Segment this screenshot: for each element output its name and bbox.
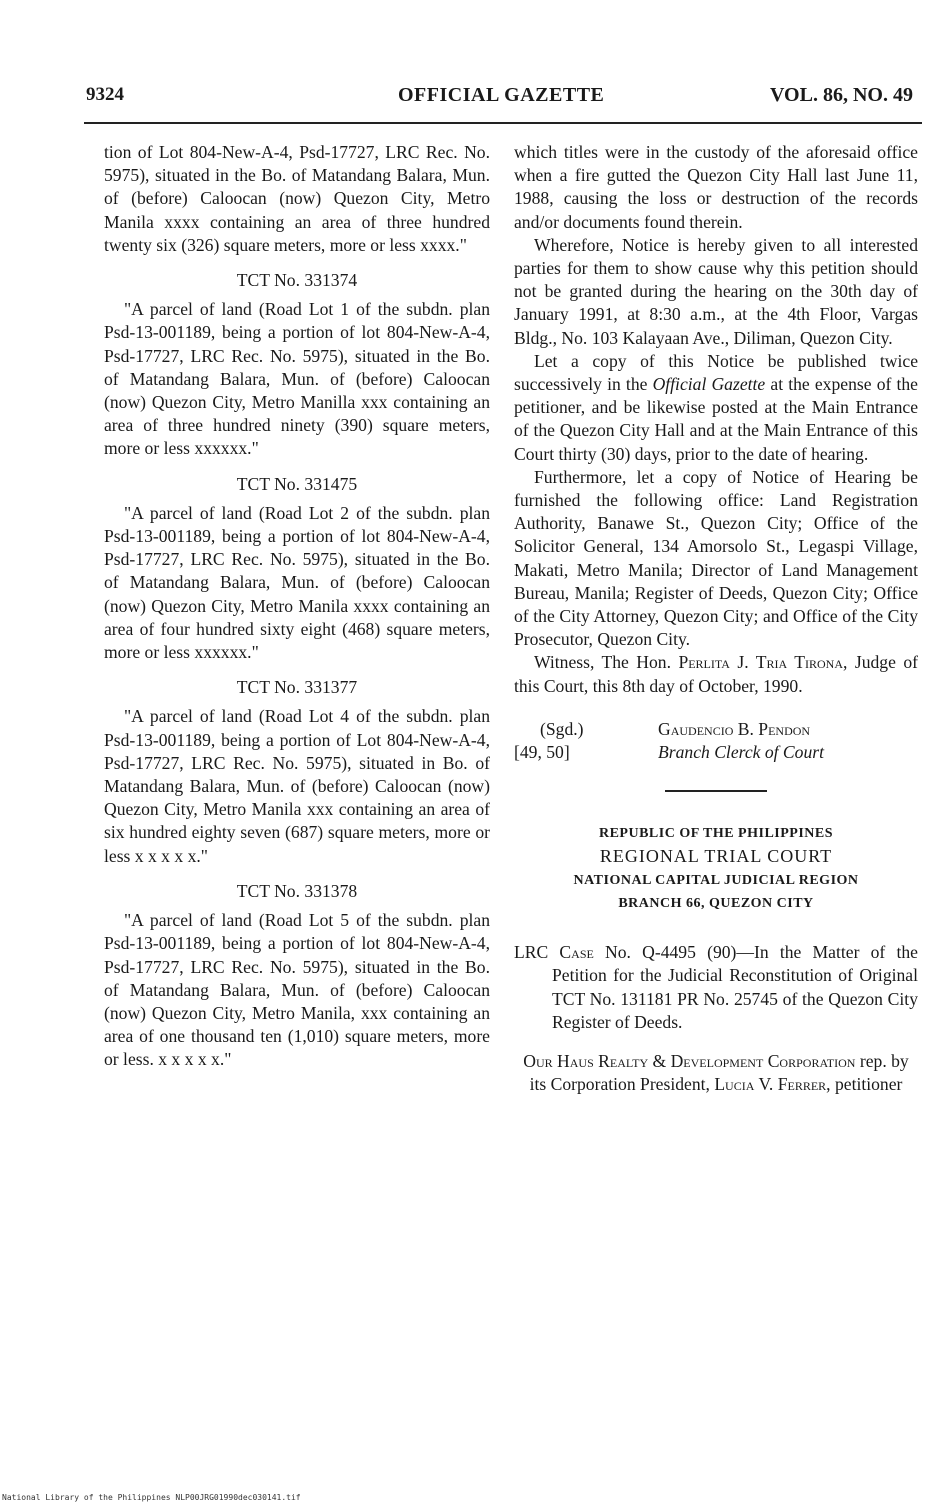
opening-paragraph: tion of Lot 804-New-A-4, Psd-17727, LRC Rec. No. 5975), situated in the Bo. of Matandang Balara, Mun. of (before) Caloocan (now) Quezon City, Metro Manila xxxx containing an area of three hundred twenty six (326) square meters, more or less xxxx." — [104, 142, 490, 255]
issue-reference: [49, 50] — [514, 742, 570, 763]
page-number: 9324 — [86, 84, 124, 105]
petitioner-company: Our Haus Realty & Development Corporation — [523, 1050, 856, 1071]
petitioner-president: Lucia V. Ferrer — [714, 1074, 827, 1095]
parties-paragraph — [514, 1050, 918, 1096]
tct-heading-331374: TCT No. 331374 — [236, 270, 358, 291]
right-column — [514, 141, 918, 1096]
custody-paragraph: which titles were in the custody of the aforesaid office when a fire gutted the Quezon City Hall last June 11, 1988, causing the loss or destruction of the records and/or documents found therein. — [514, 142, 918, 232]
gazette-name: Official Gazette — [652, 374, 766, 395]
tct-text-331378: "A parcel of land (Road Lot 5 of the subdn. plan Psd-13-001189, being a portion of lot 804-New-A-4, Psd-17727, LRC Rec. No. 5975), situated in the Bo. of Matandang Balara, Mun. of (before) Caloocan (now) Quezon City, Metro Manila, xxx containing an area of one thousand ten (1,010) square meters, more or less. x x x x x." — [104, 910, 490, 1070]
page-header — [0, 84, 948, 114]
notice-paragraph: Wherefore, Notice is hereby given to all interested parties for them to show cause why this petition should not be granted during the hearing on the 30th day of January 1991, at 8:30 a.m., at the 4th Floor, Vargas Bldg., No. 103 Kalayaan Ave., Diliman, Quezon City. — [514, 234, 918, 348]
clerk-name: Gaudencio B. Pendon — [658, 718, 811, 739]
section-divider — [665, 790, 767, 792]
publication-paragraph — [514, 350, 918, 466]
header-rule — [84, 122, 922, 124]
case-text: No. Q-4495 (90)—In the Matter of the Petition for the Judicial Reconstitution of Original TCT No. 131181 PR No. 25745 of the Quezon City Register of Deeds. — [552, 942, 918, 1032]
court-name: REGIONAL TRIAL COURT — [599, 846, 833, 867]
publication-text-start: Let a copy of this Notice be published twice successively in the — [514, 350, 918, 395]
scan-footer: National Library of the Philippines NLP00JRG01990dec030141.tif — [2, 1493, 301, 1502]
court-republic: REPUBLIC OF THE PHILIPPINES — [598, 826, 834, 842]
case-label: LRC Case — [514, 942, 594, 963]
judge-name: Perlita J. Tria Tirona — [678, 652, 844, 673]
tct-heading-331475: TCT No. 331475 — [236, 473, 358, 494]
court-heading — [514, 822, 918, 915]
witness-text-end: , Judge of this Court, this 8th day of October, 1990. — [514, 652, 918, 696]
tct-text-331377: "A parcel of land (Road Lot 4 of the subdn. plan Psd-13-001189, being a portion of Lot 804-New-A-4, Psd-17727, LRC Rec. No. 5975), situated in Bo. of Matandang Balara, Mun. of (before) Caloocan (now) Quezon City, Metro Manila xxx containing an area of six hundred eighty seven (687) square meters, more or less x x x x x." — [104, 706, 490, 866]
furnish-paragraph: Furthermore, let a copy of Notice of Hearing be furnished the following office: Land Registration Authority, Banawe St., Quezon City; Office of the Solicitor General, 134 Amorsolo St., Legaspi Village, Makati, Metro Manila; Director of Land Management Bureau, Manila; Register of Deeds, Quezon City; Office of the City Attorney, Quezon City; and Office of the City Prosecutor, Quezon City. — [514, 466, 918, 650]
signature-block — [514, 718, 918, 764]
left-column — [104, 141, 490, 1072]
parties-end: , petitioner — [826, 1074, 903, 1095]
tct-heading-331378: TCT No. 331378 — [236, 880, 358, 901]
publication-text-end: at the expense of the petitioner, and be likewise posted at the Main Entrance of the Quezon City Hall and at the Main Entrance of this Court thirty (30) days, prior to the date of hearing. — [514, 374, 918, 464]
clerk-title: Branch Clerck of Court — [658, 742, 824, 763]
court-branch: BRANCH 66, QUEZON CITY — [618, 895, 814, 911]
tct-heading-331377: TCT No. 331377 — [236, 677, 358, 698]
case-paragraph — [514, 941, 918, 1034]
signed-mark: (Sgd.) — [540, 718, 584, 739]
court-region: NATIONAL CAPITAL JUDICIAL REGION — [573, 872, 859, 888]
volume-issue: VOL. 86, NO. 49 — [770, 84, 913, 106]
parties-mid: rep. by its Corporation President, — [529, 1050, 909, 1095]
witness-paragraph — [514, 651, 918, 697]
tct-text-331475: "A parcel of land (Road Lot 2 of the subdn. plan Psd-13-001189, being a portion of lot 804-New-A-4, Psd-17727, LRC Rec. No. 5975), situated in the Bo. of Matandang Balara, Mun. of (before) Caloocan (now) Quezon City, Metro Manila xxxx containing an area of four hundred sixty eight (468) square meters, more or less xxxxxx." — [104, 502, 490, 663]
witness-text-start: Witness, The Hon. — [534, 652, 679, 673]
publication-title: OFFICIAL GAZETTE — [398, 84, 605, 106]
tct-text-331374: "A parcel of land (Road Lot 1 of the subdn. plan Psd-13-001189, being a portion of lot 804-New-A-4, Psd-17727, LRC Rec. No. 5975), situated in the Bo. of Matandang Balara, Mun. of (before) Caloocan (now) Quezon City, Metro Manilla xxx containing an area of three hundred ninety (390) square meters, more or less xxxxxx." — [104, 299, 490, 459]
